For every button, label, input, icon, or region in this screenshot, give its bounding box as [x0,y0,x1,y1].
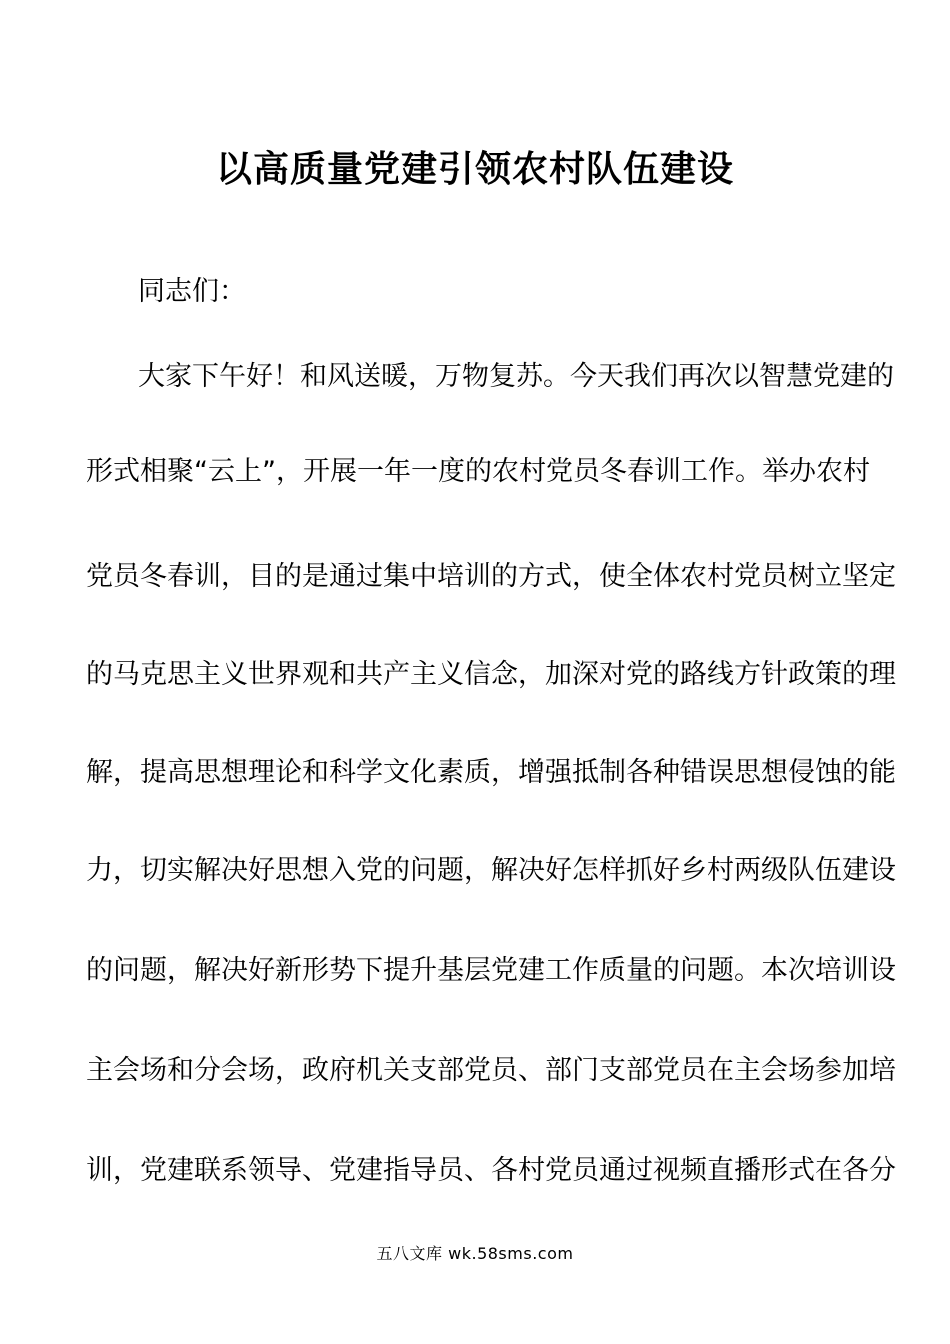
body-line: 的马克思主义世界观和共产主义信念，加深对党的路线方针政策的理 [86,659,896,690]
body-line: 大家下午好！和风送暖，万物复苏。今天我们再次以智慧党建的 [138,361,894,392]
body-line: 党员冬春训，目的是通过集中培训的方式，使全体农村党员树立坚定 [86,561,896,592]
body-line: 解，提高思想理论和科学文化素质，增强抵制各种错误思想侵蚀的能 [86,757,896,788]
body-line: 的问题，解决好新形势下提升基层党建工作质量的问题。本次培训设 [86,955,896,986]
body-line: 形式相聚“云上”，开展一年一度的农村党员冬春训工作。举办农村 [86,456,870,487]
footer-watermark: 五八文库 wk.58sms.com [376,1244,574,1263]
document-title: 以高质量党建引领农村队伍建设 [215,149,734,190]
body-line: 主会场和分会场，政府机关支部党员、部门支部党员在主会场参加培 [86,1055,896,1086]
salutation: 同志们： [138,276,246,307]
body-line: 训，党建联系领导、党建指导员、各村党员通过视频直播形式在各分 [86,1155,896,1186]
body-line: 力，切实解决好思想入党的问题，解决好怎样抓好乡村两级队伍建设 [86,855,896,886]
